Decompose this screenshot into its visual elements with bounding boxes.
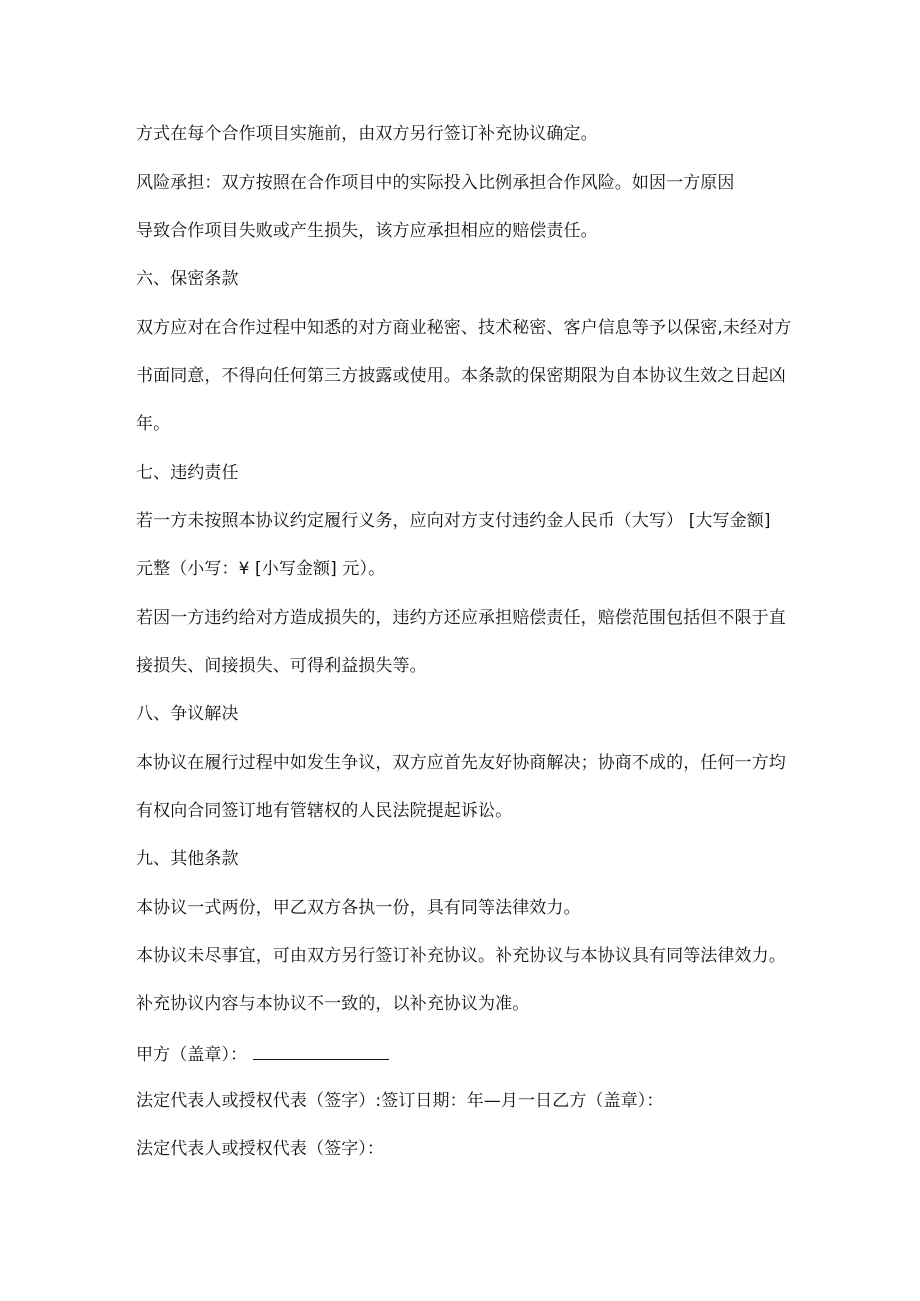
- representative-line: 法定代表人或授权代表（签字）：: [136, 1139, 384, 1159]
- party-a-signature-blank[interactable]: [253, 1041, 389, 1060]
- text-line: 方式在每个合作项目实施前，由双方另行签订补充协议确定。: [136, 124, 598, 144]
- text-line: 本协议未尽事宜，可由双方另行签订补充协议。补充协议与本协议具有同等法律效力。: [136, 946, 786, 966]
- section-heading-confidentiality: 六、保密条款: [136, 269, 239, 289]
- section-heading-other: 九、其他条款: [136, 849, 239, 869]
- party-a-label: 甲方（盖章）：: [136, 1045, 248, 1065]
- text-line: 若因一方违约给对方造成损失的，违约方还应承担赔偿责任，赔偿范围包括但不限于直: [136, 608, 786, 628]
- text-line: 年。: [136, 414, 171, 434]
- section-heading-dispute: 八、争议解决: [136, 704, 239, 724]
- text-line: 风险承担：双方按照在合作项目中的实际投入比例承担合作风险。如因一方原因: [136, 173, 735, 193]
- text-line: 若一方未按照本协议约定履行义务，应向对方支付违约金人民币（大写） [大写金额]: [136, 511, 771, 531]
- text-line: 书面同意，不得向任何第三方披露或使用。本条款的保密期限为自本协议生效之日起凶: [136, 366, 786, 386]
- text-line: 导致合作项目失败或产生损失，该方应承担相应的赔偿责任。: [136, 221, 598, 241]
- text-line: 元整（小写：¥ [小写金额] 元）。: [136, 559, 386, 579]
- section-heading-breach: 七、违约责任: [136, 463, 239, 483]
- text-line: 本协议一式两份，甲乙双方各执一份，具有同等法律效力。: [136, 898, 581, 918]
- text-line: 本协议在履行过程中如发生争议，双方应首先友好协商解决；协商不成的，任何一方均: [136, 753, 786, 773]
- text-line: 双方应对在合作过程中知悉的对方商业秘密、技术秘密、客户信息等予以保密,未经对方: [136, 318, 792, 338]
- text-line: 补充协议内容与本协议不一致的，以补充协议为准。: [136, 994, 530, 1014]
- text-line: 有权向合同签订地有管辖权的人民法院提起诉讼。: [136, 801, 513, 821]
- party-a-signature-line: [136, 1041, 389, 1067]
- representative-date-line: 法定代表人或授权代表（签字）:签订日期：年—月一日乙方（盖章）：: [136, 1091, 664, 1111]
- text-line: 接损失、间接损失、可得利益损失等。: [136, 656, 427, 676]
